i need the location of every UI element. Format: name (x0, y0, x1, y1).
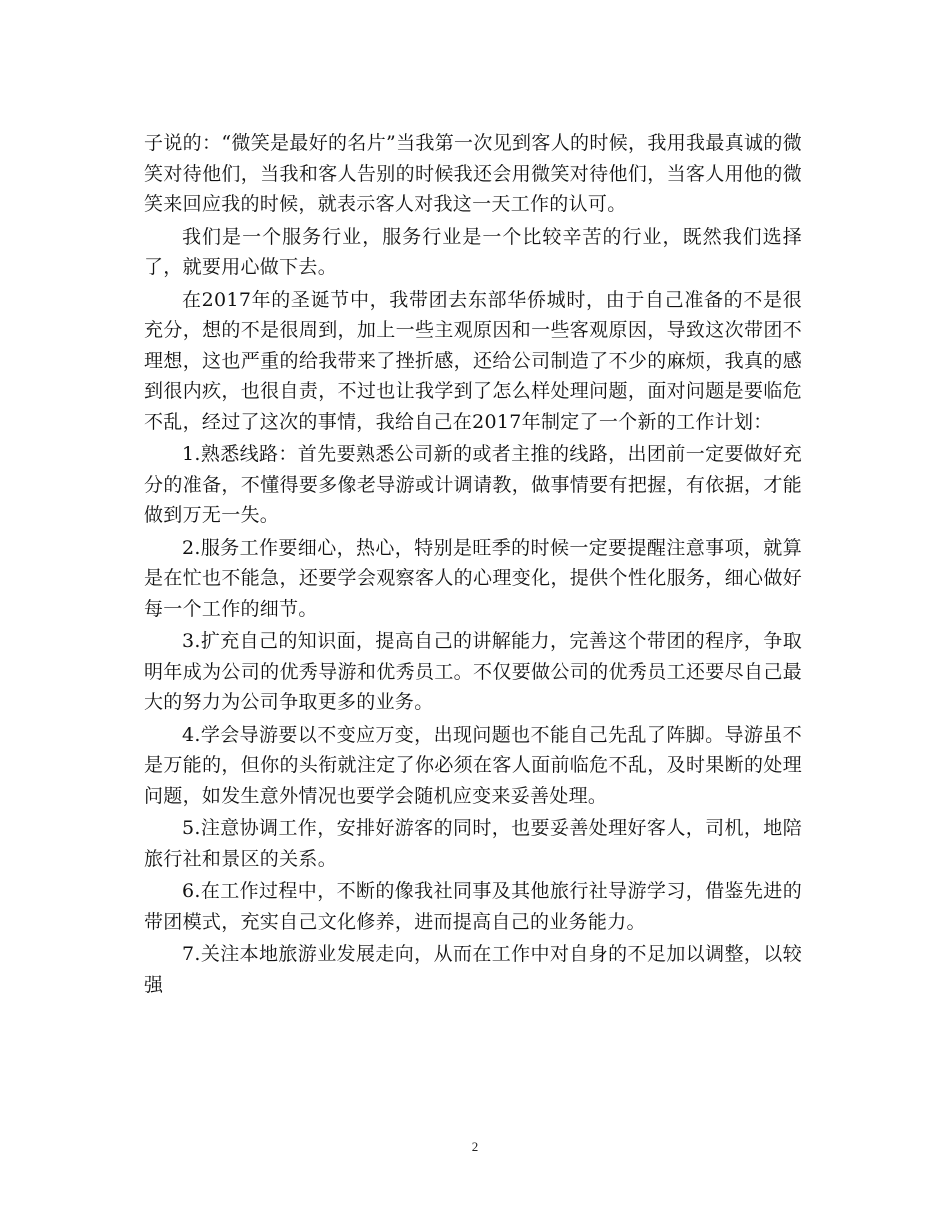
list-item-6: 6.在工作过程中，不断的像我社同事及其他旅行社导游学习，借鉴先进的带团模式，充实自己文化修养，进而提高自己的业务能力。 (144, 880, 802, 933)
paragraph-1: 子说的：“微笑是最好的名片”当我第一次见到客人的时候，我用我最真诚的微笑对待他们，当我和客人告别的时候我还会用微笑对待他们，当客人用他的微笑来回应我的时候，就表示客人对我这一天工作的认可。 (144, 132, 802, 215)
list-item-4: 4.学会导游要以不变应万变，出现问题也不能自己先乱了阵脚。导游虽不是万能的，但你的头衔就注定了你必须在客人面前临危不乱，及时果断的处理问题，如发生意外情况也要学会随机应变来妥善处理。 (144, 723, 802, 807)
page-number: 2 (471, 1139, 479, 1154)
list-item-5: 5.注意协调工作，安排好游客的同时，也要妥善处理好客人，司机，地陪旅行社和景区的关系。 (144, 817, 802, 870)
list-item-2: 2.服务工作要细心，热心，特别是旺季的时候一定要提醒注意事项，就算是在忙也不能急，还要学会观察客人的心理变化，提供个性化服务，细心做好每一个工作的细节。 (144, 536, 802, 620)
paragraph-3: 在2017年的圣诞节中，我带团去东部华侨城时，由于自己准备的不是很充分，想的不是很周到，加上一些主观原因和一些客观原因，导致这次带团不理想，这也严重的给我带来了挫折感，还给公司制造了不少的麻烦，我真的感到很内疚，也很自责，不过也让我学到了怎么样处理问题，面对问题是要临危不乱，经过了这次的事情，我给自己在2017年制定了一个新的工作计划： (144, 288, 802, 433)
list-item-1: 1.熟悉线路：首先要熟悉公司新的或者主推的线路，出团前一定要做好充分的准备，不懂得要多像老导游或计调请教，做事情要有把握，有依据，才能做到万无一失。 (144, 443, 802, 526)
document-body (144, 128, 802, 1002)
paragraph-2: 我们是一个服务行业，服务行业是一个比较辛苦的行业，既然我们选择了，就要用心做下去。 (144, 225, 802, 278)
list-item-7: 7.关注本地旅游业发展走向，从而在工作中对自身的不足加以调整，以较强 (144, 943, 802, 996)
list-item-3: 3.扩充自己的知识面，提高自己的讲解能力，完善这个带团的程序，争取明年成为公司的优秀导游和优秀员工。不仅要做公司的优秀员工还要尽自己最大的努力为公司争取更多的业务。 (144, 630, 802, 713)
